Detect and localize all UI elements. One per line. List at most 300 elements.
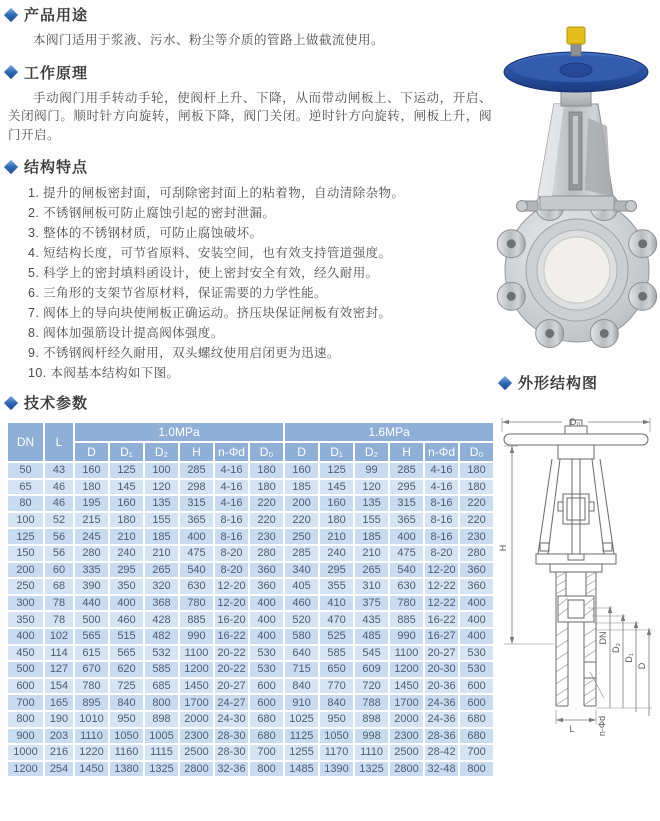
- feature-item: 7. 阀体上的导向块使闸板正确运动。挤压块保证闸板有效密封。: [28, 306, 392, 320]
- table-cell: 898: [144, 711, 179, 728]
- table-cell: 100: [144, 462, 179, 479]
- table-cell: 400: [459, 595, 494, 612]
- table-cell: 200: [284, 495, 319, 512]
- table-cell: 1700: [179, 694, 214, 711]
- table-cell: 16-27: [424, 628, 459, 645]
- table-cell: 4-16: [214, 479, 249, 496]
- column-header: D₁: [109, 442, 144, 462]
- table-cell: 125: [319, 462, 354, 479]
- dim-l: [556, 710, 596, 734]
- table-cell: 788: [354, 694, 389, 711]
- table-cell: 12-22: [424, 595, 459, 612]
- diamond-bullet-icon: [4, 395, 18, 409]
- table-cell: 840: [319, 694, 354, 711]
- column-header-dn: DN: [7, 422, 44, 462]
- table-cell: 125: [109, 462, 144, 479]
- table-cell: 400: [179, 528, 214, 545]
- table-cell: 1110: [354, 744, 389, 761]
- table-cell: 2000: [179, 711, 214, 728]
- table-cell: 155: [144, 512, 179, 529]
- table-cell: 780: [74, 678, 109, 695]
- table-row: [7, 744, 494, 761]
- feature-item: 4. 短结构长度，可节省原料、安装空间，也有效支持管道强度。: [28, 246, 392, 260]
- svg-text:L: L: [569, 724, 575, 734]
- table-cell: 400: [459, 628, 494, 645]
- table-cell: 298: [179, 479, 214, 496]
- table-cell: 990: [179, 628, 214, 645]
- table-cell: 230: [249, 528, 284, 545]
- table-cell: 800: [249, 761, 284, 778]
- svg-text:n-Φd: n-Φd: [597, 715, 607, 737]
- table-row: [7, 578, 494, 595]
- table-cell: 1390: [319, 761, 354, 778]
- table-cell: 515: [109, 628, 144, 645]
- outline-drawing-graphic: [492, 396, 658, 748]
- column-header: D₂: [354, 442, 389, 462]
- table-cell: 185: [354, 528, 389, 545]
- table-cell: 295: [389, 479, 424, 496]
- table-cell: 220: [459, 495, 494, 512]
- feature-item: 2. 不锈钢闸板可防止腐蚀引起的密封泄漏。: [28, 206, 276, 220]
- table-cell: 220: [249, 512, 284, 529]
- table-cell: 615: [74, 645, 109, 662]
- table-cell: 65: [7, 479, 44, 496]
- table-cell: 99: [354, 462, 389, 479]
- feature-item: 8. 阀体加强筋设计提高阀体强度。: [28, 326, 224, 340]
- table-cell: 405: [284, 578, 319, 595]
- section-heading-principle: [6, 62, 494, 83]
- table-cell: 46: [44, 479, 74, 496]
- table-cell: 195: [74, 495, 109, 512]
- table-cell: 1200: [179, 661, 214, 678]
- section-title-parameters: 技术参数: [24, 395, 89, 412]
- valve-photo-graphic: [492, 20, 660, 368]
- table-cell: 1005: [144, 728, 179, 745]
- table-cell: 2800: [389, 761, 424, 778]
- table-cell: 685: [144, 678, 179, 695]
- table-cell: 340: [284, 562, 319, 579]
- table-cell: 185: [284, 479, 319, 496]
- table-cell: 43: [44, 462, 74, 479]
- table-row: [7, 562, 494, 579]
- table-cell: 400: [249, 611, 284, 628]
- table-cell: 620: [109, 661, 144, 678]
- table-cell: 360: [249, 578, 284, 595]
- table-cell: 700: [249, 744, 284, 761]
- table-cell: 12-20: [424, 562, 459, 579]
- table-cell: 530: [249, 645, 284, 662]
- dim-h: [498, 446, 554, 644]
- table-cell: 315: [179, 495, 214, 512]
- table-cell: 585: [144, 661, 179, 678]
- table-cell: 400: [389, 528, 424, 545]
- table-cell: 78: [44, 611, 74, 628]
- table-cell: 56: [44, 528, 74, 545]
- table-cell: 360: [249, 562, 284, 579]
- section-title-outline: 外形结构图: [518, 375, 599, 392]
- table-cell: 2300: [179, 728, 214, 745]
- table-row: [7, 545, 494, 562]
- pressure-group-header: 1.6MPa: [284, 422, 494, 442]
- table-cell: 800: [7, 711, 44, 728]
- table-cell: 160: [74, 462, 109, 479]
- table-cell: 1325: [144, 761, 179, 778]
- column-header: D₀: [249, 442, 284, 462]
- table-cell: 220: [249, 495, 284, 512]
- column-header: D₀: [459, 442, 494, 462]
- feature-item: 3. 整体的不锈钢材质，可防止腐蚀破坏。: [28, 226, 263, 240]
- table-cell: 428: [144, 611, 179, 628]
- table-cell: 780: [179, 595, 214, 612]
- table-cell: 114: [44, 645, 74, 662]
- table-cell: 670: [74, 661, 109, 678]
- table-cell: 50: [7, 462, 44, 479]
- table-cell: 350: [7, 611, 44, 628]
- table-cell: 215: [74, 512, 109, 529]
- table-cell: 540: [179, 562, 214, 579]
- table-cell: 285: [179, 462, 214, 479]
- table-cell: 145: [109, 479, 144, 496]
- table-cell: 210: [144, 545, 179, 562]
- table-cell: 12-20: [214, 578, 249, 595]
- table-header-row: [7, 422, 494, 442]
- table-row: [7, 495, 494, 512]
- table-cell: 8-16: [214, 512, 249, 529]
- feature-item: 9. 不锈钢阀杆经久耐用，双头螺纹使用启闭更为迅速。: [28, 346, 340, 360]
- table-cell: 180: [249, 462, 284, 479]
- valve-yoke: [517, 104, 637, 212]
- table-cell: 20-22: [214, 645, 249, 662]
- table-cell: 280: [74, 545, 109, 562]
- table-cell: 285: [284, 545, 319, 562]
- table-cell: 60: [44, 562, 74, 579]
- table-cell: 680: [459, 728, 494, 745]
- table-cell: 78: [44, 595, 74, 612]
- table-cell: 950: [319, 711, 354, 728]
- table-cell: 280: [249, 545, 284, 562]
- table-cell: 630: [389, 578, 424, 595]
- table-row: [7, 628, 494, 645]
- table-cell: 1100: [389, 645, 424, 662]
- table-cell: 990: [389, 628, 424, 645]
- table-cell: 295: [319, 562, 354, 579]
- table-cell: 365: [389, 512, 424, 529]
- feature-item: 10. 本阀基本结构如下图。: [28, 366, 180, 380]
- table-cell: 435: [354, 611, 389, 628]
- table-cell: 1100: [179, 645, 214, 662]
- dim-n-phi-d: [590, 672, 607, 736]
- table-cell: 532: [144, 645, 179, 662]
- table-cell: 520: [284, 611, 319, 628]
- table-cell: 1160: [109, 744, 144, 761]
- table-cell: 20-30: [424, 661, 459, 678]
- table-cell: 1380: [109, 761, 144, 778]
- table-cell: 250: [284, 528, 319, 545]
- table-row: [7, 711, 494, 728]
- diamond-bullet-icon: [498, 375, 512, 389]
- table-row: [7, 645, 494, 662]
- svg-text:H: H: [498, 544, 508, 552]
- table-header: [7, 422, 494, 462]
- table-cell: 530: [459, 645, 494, 662]
- table-cell: 585: [319, 645, 354, 662]
- column-header: D₁: [319, 442, 354, 462]
- table-cell: 2300: [389, 728, 424, 745]
- column-header: n-Φd: [214, 442, 249, 462]
- table-cell: 1200: [7, 761, 44, 778]
- table-cell: 20-36: [424, 678, 459, 695]
- table-row: [7, 761, 494, 778]
- table-cell: 220: [284, 512, 319, 529]
- svg-text:D₁: D₁: [624, 653, 634, 663]
- table-cell: 1450: [74, 761, 109, 778]
- section-title-usage: 产品用途: [24, 7, 89, 24]
- table-cell: 245: [74, 528, 109, 545]
- table-cell: 280: [459, 545, 494, 562]
- table-cell: 180: [459, 479, 494, 496]
- table-cell: 1050: [109, 728, 144, 745]
- parameters-table: [6, 421, 495, 778]
- table-row: [7, 728, 494, 745]
- table-cell: 8-16: [424, 528, 459, 545]
- table-cell: 150: [7, 545, 44, 562]
- table-cell: 12-20: [214, 595, 249, 612]
- table-cell: 12-22: [424, 578, 459, 595]
- table-cell: 1450: [389, 678, 424, 695]
- table-cell: 120: [144, 479, 179, 496]
- table-cell: 24-27: [214, 694, 249, 711]
- table-cell: 998: [354, 728, 389, 745]
- table-cell: 24-30: [214, 711, 249, 728]
- table-cell: 1200: [389, 661, 424, 678]
- outline-drawing: [492, 396, 658, 748]
- table-cell: 32-36: [214, 761, 249, 778]
- table-cell: 254: [44, 761, 74, 778]
- svg-text:D₂: D₂: [611, 643, 621, 653]
- table-cell: 368: [144, 595, 179, 612]
- table-cell: 365: [179, 512, 214, 529]
- table-row: [7, 661, 494, 678]
- table-cell: 725: [109, 678, 144, 695]
- table-cell: 135: [354, 495, 389, 512]
- table-cell: 1010: [74, 711, 109, 728]
- table-subheader-row: [7, 442, 494, 462]
- table-cell: 350: [109, 578, 144, 595]
- table-cell: 485: [354, 628, 389, 645]
- table-cell: 200: [7, 562, 44, 579]
- table-cell: 1170: [319, 744, 354, 761]
- table-row: [7, 611, 494, 628]
- table-row: [7, 462, 494, 479]
- table-cell: 265: [144, 562, 179, 579]
- table-cell: 565: [109, 645, 144, 662]
- table-cell: 216: [44, 744, 74, 761]
- table-cell: 16-22: [214, 628, 249, 645]
- table-cell: 400: [109, 595, 144, 612]
- table-cell: 885: [179, 611, 214, 628]
- table-cell: 1000: [7, 744, 44, 761]
- table-cell: 190: [44, 711, 74, 728]
- pressure-group-header: 1.0MPa: [74, 422, 284, 442]
- table-cell: 127: [44, 661, 74, 678]
- table-cell: 160: [284, 462, 319, 479]
- drawn-yoke: [536, 459, 616, 564]
- table-cell: 8-20: [214, 562, 249, 579]
- table-cell: 210: [354, 545, 389, 562]
- table-cell: 20-27: [214, 678, 249, 695]
- table-cell: 840: [284, 678, 319, 695]
- table-cell: 630: [179, 578, 214, 595]
- table-cell: 800: [459, 761, 494, 778]
- table-cell: 230: [459, 528, 494, 545]
- table-cell: 295: [109, 562, 144, 579]
- section-heading-features: [6, 156, 494, 177]
- table-cell: 400: [249, 628, 284, 645]
- table-cell: 28-30: [214, 744, 249, 761]
- table-cell: 300: [7, 595, 44, 612]
- table-cell: 24-36: [424, 711, 459, 728]
- table-cell: 46: [44, 495, 74, 512]
- table-cell: 52: [44, 512, 74, 529]
- table-cell: 715: [284, 661, 319, 678]
- table-cell: 220: [459, 512, 494, 529]
- table-cell: 680: [249, 728, 284, 745]
- table-cell: 482: [144, 628, 179, 645]
- table-cell: 650: [319, 661, 354, 678]
- column-header: H: [179, 442, 214, 462]
- table-cell: 1700: [389, 694, 424, 711]
- table-cell: 240: [109, 545, 144, 562]
- table-cell: 180: [249, 479, 284, 496]
- table-cell: 28-36: [424, 728, 459, 745]
- table-cell: 160: [109, 495, 144, 512]
- table-cell: 28-30: [214, 728, 249, 745]
- table-cell: 2000: [389, 711, 424, 728]
- table-cell: 1485: [284, 761, 319, 778]
- table-cell: 565: [74, 628, 109, 645]
- section-heading-outline: [500, 372, 598, 393]
- figure-column: [492, 0, 660, 821]
- table-cell: 840: [109, 694, 144, 711]
- table-cell: 335: [74, 562, 109, 579]
- table-cell: 32-48: [424, 761, 459, 778]
- valve-photo: [492, 20, 660, 368]
- table-cell: 155: [354, 512, 389, 529]
- table-cell: 180: [319, 512, 354, 529]
- table-cell: 475: [389, 545, 424, 562]
- table-cell: 355: [319, 578, 354, 595]
- table-cell: 400: [249, 595, 284, 612]
- table-cell: 315: [389, 495, 424, 512]
- table-cell: 895: [74, 694, 109, 711]
- table-cell: 410: [319, 595, 354, 612]
- column-header: D₂: [144, 442, 179, 462]
- table-cell: 210: [109, 528, 144, 545]
- table-cell: 4-16: [424, 479, 459, 496]
- table-cell: 20-27: [424, 645, 459, 662]
- table-cell: 700: [459, 744, 494, 761]
- table-cell: 885: [389, 611, 424, 628]
- table-cell: 135: [144, 495, 179, 512]
- table-cell: 500: [74, 611, 109, 628]
- table-cell: 160: [319, 495, 354, 512]
- table-cell: 56: [44, 545, 74, 562]
- table-cell: 360: [459, 578, 494, 595]
- table-cell: 780: [389, 595, 424, 612]
- feature-item: 1. 提升的闸板密封面，可刮除密封面上的粘着物，自动清除杂物。: [28, 186, 405, 200]
- table-cell: 1050: [319, 728, 354, 745]
- drawn-body: [550, 564, 602, 706]
- table-cell: 400: [7, 628, 44, 645]
- drawn-handwheel: [504, 420, 648, 459]
- table-cell: 250: [7, 578, 44, 595]
- table-cell: 100: [7, 512, 44, 529]
- table-cell: 8-16: [214, 528, 249, 545]
- table-cell: 450: [7, 645, 44, 662]
- section-heading-parameters: [6, 392, 494, 413]
- table-cell: 145: [319, 479, 354, 496]
- table-row: [7, 528, 494, 545]
- table-cell: 390: [74, 578, 109, 595]
- table-row: [7, 512, 494, 529]
- table-cell: 600: [7, 678, 44, 695]
- column-header: D: [284, 442, 319, 462]
- column-header-l: L: [44, 422, 74, 462]
- table-cell: 4-16: [214, 462, 249, 479]
- table-cell: 2800: [179, 761, 214, 778]
- hatching: [556, 572, 596, 705]
- table-cell: 28-42: [424, 744, 459, 761]
- column-header: n-Φd: [424, 442, 459, 462]
- table-cell: 20-22: [214, 661, 249, 678]
- table-cell: 1450: [179, 678, 214, 695]
- table-cell: 210: [319, 528, 354, 545]
- table-cell: 540: [389, 562, 424, 579]
- table-cell: 640: [284, 645, 319, 662]
- table-cell: 8-16: [424, 495, 459, 512]
- principle-paragraph: 手动阀门用手转动手轮，使阀杆上升、下降，从而带动闸板上、下运动，开启、关闭阀门。顺时针方向旋转，闸板下降，阀门关闭。逆时针方向旋转，闸板上升，阀门开启。: [8, 90, 492, 142]
- table-cell: 2500: [179, 744, 214, 761]
- table-cell: 125: [7, 528, 44, 545]
- column-header: D: [74, 442, 109, 462]
- table-cell: 4-16: [424, 462, 459, 479]
- table-cell: 680: [459, 711, 494, 728]
- table-cell: 1115: [144, 744, 179, 761]
- table-cell: 950: [109, 711, 144, 728]
- table-cell: 203: [44, 728, 74, 745]
- section-title-features: 结构特点: [24, 159, 89, 176]
- table-cell: 120: [354, 479, 389, 496]
- table-cell: 600: [459, 694, 494, 711]
- diamond-bullet-icon: [4, 159, 18, 173]
- usage-paragraph: 本阀门适用于浆液、污水、粉尘等介质的管路上做截流使用。: [33, 33, 385, 47]
- text-column: [6, 4, 494, 778]
- table-cell: 185: [144, 528, 179, 545]
- table-cell: 80: [7, 495, 44, 512]
- table-cell: 898: [354, 711, 389, 728]
- table-cell: 700: [7, 694, 44, 711]
- table-cell: 600: [459, 678, 494, 695]
- table-cell: 900: [7, 728, 44, 745]
- table-cell: 1325: [354, 761, 389, 778]
- table-cell: 310: [354, 578, 389, 595]
- table-cell: 580: [284, 628, 319, 645]
- table-cell: 530: [459, 661, 494, 678]
- dim-d0: [502, 417, 650, 432]
- table-cell: 720: [354, 678, 389, 695]
- valve-handwheel: [504, 27, 648, 106]
- table-cell: 8-20: [214, 545, 249, 562]
